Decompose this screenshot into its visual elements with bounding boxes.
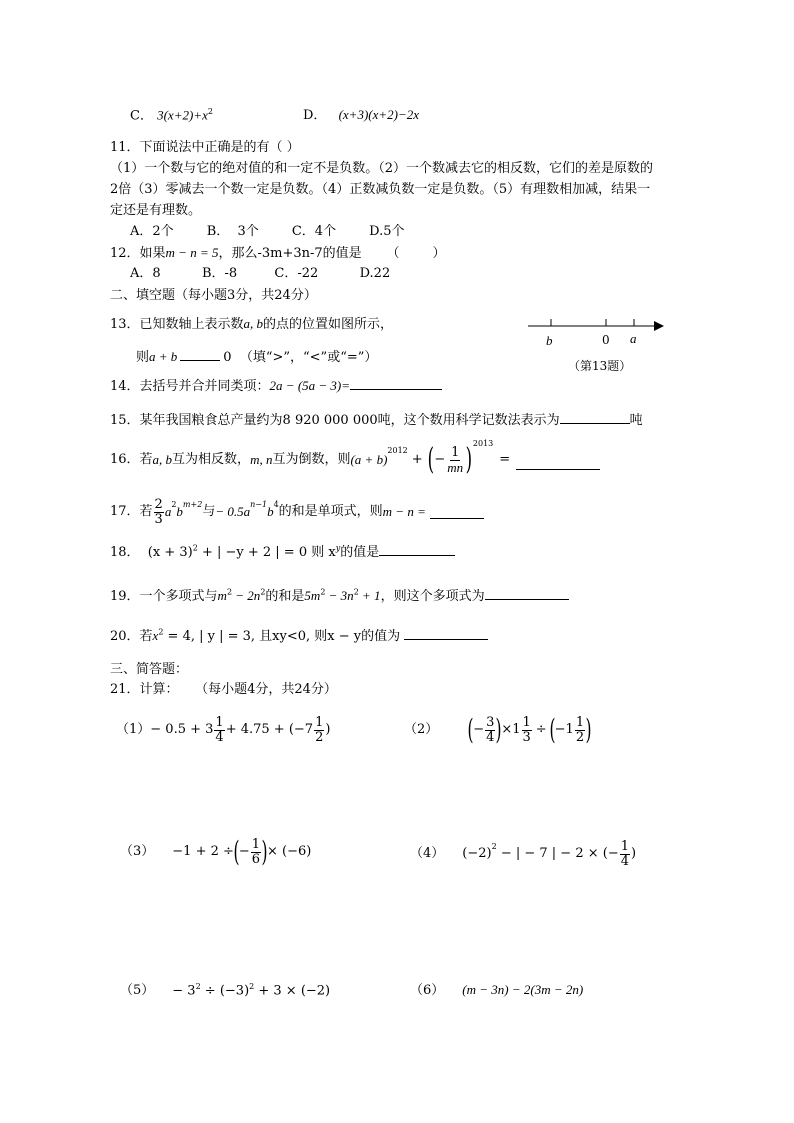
number-line-arrow	[654, 321, 664, 331]
q21-part3	[120, 830, 311, 874]
q20-cond: = 4, | y | = 3, 且xy<0, 则x − y的值为	[163, 629, 401, 644]
q11-options: A．2个 B． 3个 C．4个 D.5个	[130, 224, 405, 239]
q10-option-c	[130, 107, 213, 124]
q16-left-paren: (	[427, 442, 434, 477]
axis-label-b: b	[546, 333, 553, 348]
q13-vars: a, b	[243, 316, 264, 331]
q12-options: A．8 B．-8 C．-22 D.22	[130, 266, 391, 281]
q12-condition: m − n = 5	[165, 245, 219, 260]
q19-e3: 2	[320, 587, 326, 597]
q21-p3-lparen: (	[233, 835, 240, 868]
q10-c-exponent: 2	[207, 107, 213, 116]
q19	[110, 587, 569, 605]
q17-b: b	[176, 504, 183, 520]
q21-p3-frac-num: 1	[251, 836, 261, 852]
q15-text: 15．某年我国粮食总产量约为8 920 000 000吨，这个数用科学记数法表示为	[110, 413, 560, 428]
q21-p4-frac-den: 4	[620, 853, 629, 869]
q21-p1-b: + 4.75 + (−7	[225, 722, 314, 738]
q21-p5-c: + 3 × (−2)	[254, 983, 331, 999]
q18-exp1: 2	[192, 543, 198, 553]
q18	[110, 543, 455, 561]
q20	[110, 627, 488, 645]
q17	[110, 494, 484, 530]
q17-a: a	[164, 504, 172, 520]
q21-p4-a: (−2)	[462, 846, 492, 862]
q17-and: 与	[202, 504, 216, 520]
q12-prefix: 12．如果	[110, 246, 166, 261]
q21-p1-frac2-den: 2	[315, 729, 324, 745]
q21-p4-label: （4）	[410, 846, 445, 862]
q21-p2-label: （2）	[404, 722, 439, 738]
q12-stem	[110, 245, 446, 262]
q21-part4	[410, 834, 636, 874]
q21-p1-frac1	[214, 716, 224, 744]
q21-p4-c: )	[631, 846, 637, 862]
q18-prefix: 18． (x + 3)	[110, 545, 193, 560]
q16-minus: −	[434, 452, 446, 468]
q21-p2-frac1-num: 3	[486, 714, 495, 730]
q21-part6	[410, 982, 583, 999]
q14-answer-blank[interactable]	[350, 377, 442, 390]
q21-p4-frac-num: 1	[620, 838, 629, 854]
q21-p2-lparen2: (	[549, 713, 556, 746]
q21-part1	[116, 710, 330, 750]
axis-label-a: a	[630, 331, 637, 346]
q21-p3-b: × (−6)	[266, 844, 312, 860]
q17-a-exp: 2	[171, 500, 177, 509]
q21-p2-frac2	[522, 716, 532, 744]
q12-suffix: ，那么-3m+3n-7的值是 （ ）	[218, 246, 446, 261]
q21-p2-frac3-den: 2	[575, 729, 585, 745]
q21-p2-frac3	[575, 716, 585, 744]
q21-p5-a: − 3	[172, 983, 196, 999]
q21-p4-exp: 2	[491, 842, 497, 851]
q21-p3-frac	[251, 838, 261, 866]
q17-expr: m − n =	[382, 504, 426, 520]
q13-line1	[110, 316, 393, 333]
q21-p2-frac3-num: 1	[575, 714, 585, 730]
q13-text2: 的点的位置如图所示，	[263, 317, 394, 332]
q21-p3-minus: −	[238, 844, 250, 860]
q11-line1: （1）一个数与它的绝对值的和一定不是负数。（2）一个数减去它的相反数，它们的差是原数的	[110, 161, 654, 176]
q21-p5-e1: 2	[195, 982, 201, 991]
q21-p2-rparen2: )	[585, 713, 592, 746]
q17-b2: b	[267, 504, 274, 520]
q16-equals: =	[499, 452, 511, 468]
q21-p2-frac1	[485, 716, 495, 744]
q21-part2	[404, 708, 591, 752]
q17-term2: − 0.5a	[215, 504, 251, 520]
q13-line2	[136, 348, 377, 366]
q21-p1-frac1-den: 4	[215, 729, 224, 745]
q21-p4-frac	[620, 840, 630, 868]
q17-b2-exp: 4	[273, 500, 279, 509]
q20-exp: 2	[158, 627, 164, 637]
q17-suffix: 的和是单项式，则	[278, 504, 383, 520]
q16-exp1: 2012	[387, 446, 408, 455]
q21-p2-div: ÷	[535, 722, 547, 738]
q16-numerator: 1	[451, 444, 460, 460]
q19-answer-blank[interactable]	[485, 587, 569, 600]
q16-answer-blank[interactable]	[516, 457, 600, 470]
q13-answer-blank[interactable]	[180, 348, 220, 361]
q16-fraction	[446, 446, 464, 474]
q21-p5-b: ÷ (−3)	[200, 983, 250, 999]
q21-p5-e2: 2	[249, 982, 255, 991]
q21-p2-rparen1: )	[495, 713, 502, 746]
q18-answer-blank[interactable]	[379, 543, 455, 556]
q13-suffix: 0 （填“>”，“<”或“=”）	[223, 350, 378, 365]
q19-suffix: ，则这个多项式为	[380, 589, 485, 604]
q21-title: 21．计算： （每小题4分，共24分）	[110, 682, 337, 697]
q10-c-label: C．	[130, 108, 153, 124]
q21-p4-b: − | − 7 | − 2 × (−	[496, 846, 619, 862]
q14-prefix: 14．去括号并合并同类项：	[110, 379, 270, 394]
q19-t1: 的和是	[265, 589, 305, 604]
q15-answer-blank[interactable]	[560, 411, 630, 424]
q13-expr: a + b	[149, 349, 178, 364]
q13-then: 则	[136, 350, 150, 365]
figure-caption: （第13题）	[568, 359, 632, 373]
q21-p5-label: （5）	[120, 983, 155, 999]
q16-plus: +	[411, 452, 423, 468]
q20-x: x	[152, 628, 159, 643]
q21-p1-frac2-num: 1	[315, 714, 324, 730]
q21-p1-label: （1）	[116, 722, 151, 738]
q21-p3-frac-den: 6	[251, 851, 261, 867]
q14	[110, 377, 442, 395]
q21-p6-label: （6）	[410, 983, 445, 998]
q16-right-paren: )	[465, 442, 473, 477]
q21-p2-frac1-den: 4	[486, 729, 495, 745]
q21-part5	[120, 982, 330, 999]
q17-answer-blank[interactable]	[430, 506, 484, 519]
q16-text2: 互为倒数，则	[272, 452, 351, 468]
q17-term2-exp: n−1	[250, 500, 268, 509]
q16	[110, 438, 600, 482]
q21-p3-label: （3）	[120, 844, 155, 860]
q13-text: 13．已知数轴上表示数	[110, 317, 244, 332]
q11-stem: 11．下面说法中正确是的有（ ）	[110, 140, 300, 155]
q21-p2-minus2: −1	[554, 722, 574, 738]
q16-denominator: mn	[447, 459, 464, 475]
q21-p2-frac2-den: 3	[522, 729, 531, 745]
section2-heading: 二、填空题（每小题3分，共24分）	[110, 288, 317, 303]
q15-suffix: 吨	[629, 413, 643, 428]
q17-prefix: 17．若	[110, 504, 153, 520]
q11-line3: 定还是有理数。	[110, 203, 202, 218]
q19-p4: − 3n	[325, 588, 354, 603]
q14-expr: 2a − (5a − 3)=	[269, 378, 351, 393]
q11-line2: 2倍（3）零减去一个数一定是负数。（4）正数减负数一定是负数。（5）有理数相加减，结果一	[110, 182, 651, 197]
q18-mid: + | −y + 2 | = 0 则 x	[197, 545, 336, 560]
q17-numerator: 2	[154, 496, 163, 512]
q21-p2-minus: −	[473, 722, 485, 738]
q19-p5: + 1	[358, 588, 381, 603]
q21-p1-a: − 0.5 + 3	[150, 722, 214, 738]
q16-mn: m, n	[250, 452, 273, 468]
q19-e2: 2	[260, 587, 266, 597]
axis-label-zero: 0	[602, 333, 610, 347]
q21-p1-frac1-num: 1	[215, 714, 224, 730]
q19-p1: m	[217, 588, 227, 603]
q10-option-d	[303, 107, 419, 124]
q19-e4: 2	[353, 587, 359, 597]
q17-b-exp: m+2	[182, 500, 203, 509]
q19-e1: 2	[226, 587, 233, 597]
q21-p1-c: )	[325, 722, 331, 738]
q19-p3: 5m	[304, 588, 321, 603]
q19-p2: − 2n	[232, 588, 261, 603]
q16-exp2: 2013	[472, 439, 494, 448]
q21-p6-expr: (m − 3n) − 2(3m − 2n)	[462, 982, 584, 997]
q16-prefix: 16．若	[110, 452, 153, 468]
section3-heading: 三、简答题：	[110, 662, 189, 677]
q10-d-label: D．	[303, 108, 327, 123]
q18-suffix: 的值是	[340, 545, 380, 560]
q19-prefix: 19．一个多项式与	[110, 589, 218, 604]
q10-d-expr: (x+3)(x+2)−2x	[338, 107, 420, 122]
q16-ab: a, b	[152, 452, 173, 468]
q17-fraction	[154, 498, 164, 526]
q18-exp2: y	[335, 543, 341, 553]
q21-p2-times: ×1	[501, 722, 521, 738]
q16-text1: 互为相反数，	[172, 452, 251, 468]
q20-prefix: 20．若	[110, 629, 153, 644]
q21-p3-a: −1 + 2 ÷	[172, 844, 234, 860]
q17-denominator: 3	[154, 511, 163, 527]
q21-p1-frac2	[314, 716, 324, 744]
q21-p3-rparen: )	[261, 835, 268, 868]
q16-base: (a + b)	[350, 452, 388, 468]
q21-p2-frac2-num: 1	[522, 714, 531, 730]
q10-c-expr: 3(x+2)+x	[157, 107, 208, 123]
q21-p2-lparen1: (	[467, 713, 474, 746]
q15	[110, 411, 643, 429]
q20-answer-blank[interactable]	[404, 627, 488, 640]
